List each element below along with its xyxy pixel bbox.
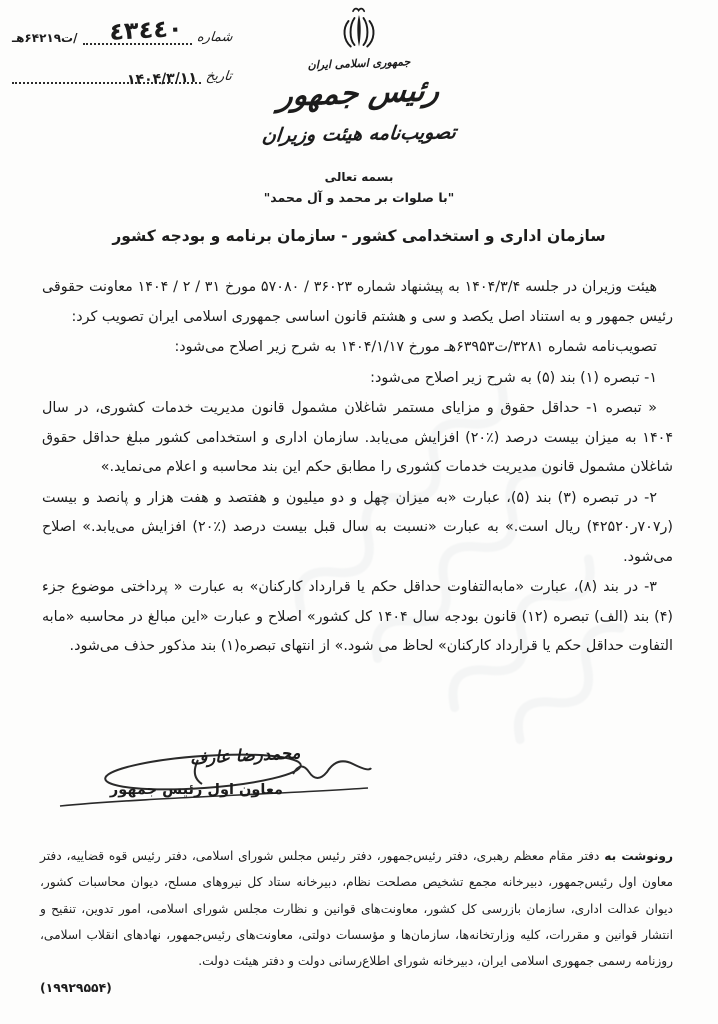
bismillah-text: بسمه تعالی bbox=[324, 170, 394, 184]
salawat-text: "با صلوات بر محمد و آل محمد" bbox=[263, 190, 455, 205]
number-label: شماره bbox=[195, 30, 233, 45]
cc-text: دفتر مقام معظم رهبری، دفتر رئیس‌جمهور، دفتر رئیس مجلس شورای اسلامی، دفتر رئیس قوه قضاییه، دفتر معاون اول رئیس‌جمهور، دبیرخانه مجمع تشخیص مصلحت نظام، دبیرخانه ستاد کل نیروهای مسلح، دیوان محاسبات کشور، دیوان عدالت اداری، سازمان بازرسی کل کشور، معاونت‌های قوانین و نظارت مجلس شورای اسلامی، امور تدوین، تنقیح و انتشار قوانین و مقررات، کلیه وزارتخانه‌ها، سازمان‌ها و مؤسسات دولتی، معاونت‌های رئیس‌جمهور، نهادهای انقلاب اسلامی، روزنامه رسمی جمهوری اسلامی ایران، دبیرخانه شورای اطلاع‌رسانی دولت و دفتر هیئت دولت. bbox=[40, 849, 673, 969]
handwritten-date: ۱۴۰۴/۳/۱۱ bbox=[126, 69, 198, 89]
letterhead bbox=[209, 6, 509, 145]
signature-scribble bbox=[48, 730, 378, 825]
date-row bbox=[12, 69, 233, 89]
number-row bbox=[12, 14, 233, 46]
body-paragraph-amendment: تصویب‌نامه شماره ۳۲۸۱/ت۶۳۹۵۳هـ مورخ ۱۴۰۴/۱/۱۷ به شرح زیر اصلاح می‌شود: bbox=[174, 339, 657, 355]
reference-stamp bbox=[12, 14, 233, 89]
cc-distribution bbox=[40, 843, 673, 1002]
number-suffix: /ت۶۴۲۱۹هـ bbox=[12, 31, 78, 45]
signature-block bbox=[48, 730, 378, 825]
iran-coat-of-arms-icon bbox=[335, 6, 383, 54]
decree-body bbox=[42, 273, 673, 663]
signatory-name: محمدرضا عارف bbox=[189, 743, 301, 768]
body-paragraph-intro: هیئت وزیران در جلسه ۱۴۰۴/۳/۴ به پیشنهاد شماره ۳۶۰۲۳ / ۵۷۰۸۰ مورخ ۳۱ / ۲ / ۱۴۰۴ معاونت حقوقی رئیس جمهور و به استناد اصل یکصد و سی و هشتم قانون اساسی جمهوری اسلامی ایران تصویب کرد: bbox=[42, 279, 673, 325]
body-item-1: ۱- تبصره (۱) بند (۵) به شرح زیر اصلاح می‌شود: bbox=[370, 369, 657, 386]
cc-reference-number: (۱۹۹۲۹۵۵۴) bbox=[40, 980, 112, 996]
cc-paragraph bbox=[40, 843, 673, 974]
letterhead-title: رئیس جمهور bbox=[276, 73, 442, 114]
number-dotted-line bbox=[83, 14, 192, 46]
signatory-title: معاون اول رئیس جمهور bbox=[109, 782, 283, 798]
cc-lead: رونوشت به bbox=[604, 849, 674, 863]
body-item-1-quote: « تبصره ۱- حداقل حقوق و مزایای مستمر شاغلان مشمول قانون مدیریت خدمات کشوری، در سال ۱۴۰۴ به میزان بیست درصد (٪۲۰) افزایش می‌یابد. سازمان اداری و استخدامی کشور مبلغ حداقل حقوق شاغلان مشمول قانون مدیریت خدمات کشوری را مطابق حکم این بند محاسبه و اعلام می‌نماید.» bbox=[42, 400, 673, 475]
letterhead-country: جمهوری اسلامی ایران bbox=[307, 55, 411, 72]
letterhead-subtitle: تصویب‌نامه هیئت وزیران bbox=[261, 121, 457, 147]
body-item-3: ۳- در بند (۸)، عبارت «مابه‌التفاوت حداقل حکم یا قرارداد کارکنان» به عبارت « پرداختی موضوع جزء (۴) بند (الف) تبصره (۱۲) قانون بودجه سال ۱۴۰۴ کل کشور» اصلاح و عبارت «این مبالغ در محاسبه «مابه التفاوت حداقل حکم یا قرارداد کارکنان» لحاظ می شود.» از انتهای تبصره(۱) بند مذکور حذف می‌شود. bbox=[42, 579, 673, 654]
date-dotted-line bbox=[12, 69, 201, 89]
body-item-2: ۲- در تبصره (۳) بند (۵)، عبارت «به میزان چهل و دو میلیون و هفتصد و هفت هزار و پانصد و بیست (⁦۴۲ر۷۰۷ر۵۲۰⁩) ریال است.» به عبارت «نسبت به سال قبل بیست درصد (٪۲۰) افزایش می‌یابد.» اصلاح می‌شود. bbox=[42, 489, 673, 565]
handwritten-number: ٤٣٤٤٠ bbox=[108, 14, 184, 46]
addressee-heading: سازمان اداری و استخدامی کشور - سازمان برنامه و بودجه کشور bbox=[112, 227, 606, 245]
date-label: تاریخ bbox=[205, 69, 233, 84]
